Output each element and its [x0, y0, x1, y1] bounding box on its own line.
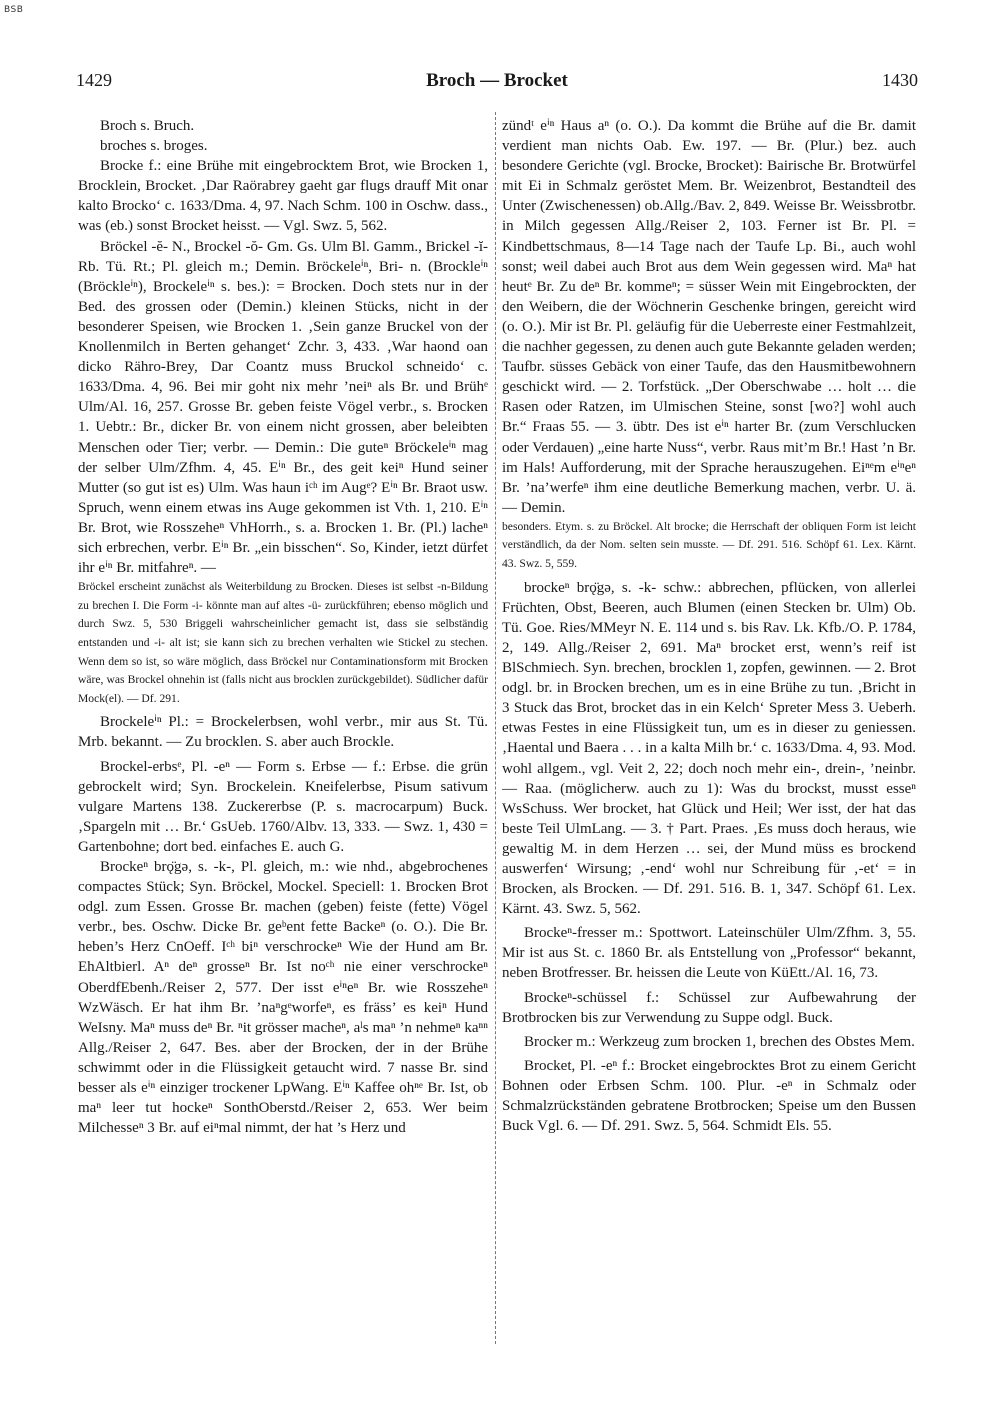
dictionary-entry: Brocke f.: eine Brühe mit eingebrocktem Brot, wie Brocken 1, Brocklein, Brocket. ‚Dar Raörabrey gaeht gar flugs drauff Mit onar kalto Brocko‘ c. 1633/Dma. 4, 97. Nach Schm. 100 in Oschw. dass., was (eb.) sonst Brocket heisst. — Vgl. Swz. 5, 562. — [78, 158, 488, 235]
dictionary-entry: Brockeⁿ-fresser m.: Spottwort. Lateinschüler Ulm/Zfhm. 3, 55. Mir ist aus St. c. 1860 Br. als Entstellung von „Professor“ bekannt, neben Brotfresser. Br. heissen die Leute von KüEtt./Al. 16, 73. — [502, 925, 916, 982]
library-stamp: BSB — [4, 5, 24, 15]
page-header — [76, 70, 918, 96]
dictionary-entry: brockeⁿ brǫ̈gə, s. -k- schw.: abbrechen, pflücken, von allerlei Früchten, Obst, Beeren, auch Blumen (einen Stecken br. Ulm) Ob. Tü. Goe. Ries/MMeyr N. E. 114 und s. bis Rav. Lk. Kfb./O. P. 1784, 2, 149. Allg./Reiser 2, 691. Maⁿ brocket erst, wenn’s reif ist BlSchmiech. Syn. brechen, brocklen 1, zopfen, gewinnen. — 2. Brot odgl. br. in Brocken brechen, um es in eine Brühe zu tun. ‚Bricht in 3 Stuck das Brot, brocket das in ein Kelch‘ Spreter Mess 3. Ueberh. etwas Festes in eine Flüssigkeit tun, um es in dieser zu geniessen. ‚Haental und Baera . . . in a kalta Milh br.‘ c. 1633/Dma. 4, 93. Mod. wohl allgem., vgl. Veit 2, 22; doch noch mehr ein-, drein-, ’neinbr. — Raa. (möglicherw. auch zu 1): Was du brockst, musst esseⁿ WsSchuss. Wer brocket, hat Glück und Heil; Wer isst, der hat das beste Teil UlmLang. — 3. † Part. Praes. ‚Es muss doch heraus, wie gewaltig M. in dem Herzen … sei, der Mund müss es brockend auswerfen‘ Wirsung; ‚-end‘ wohl nur Schreibung für ‚-et‘ = in Brocken, als Brocken. — Df. 291. 516. B. 1, 347. Schöpf 61. Lex. Kärnt. 43. Swz. 5, 562. — [502, 579, 916, 918]
dictionary-entry: Brockeⁿ brǫ̈gə, s. -k-, Pl. gleich, m.: wie nhd., abgebrochenes compactes Stück; Syn. Bröckel, Mockel. Speciell: 1. Brocken Brot odgl. zum Essen. Grosse Br. machen (geben) feiste (fette) Vögel verbr., bes. Oschw. Dicke Br. geᵇent fette Backeⁿ (o. O.). Die Br. heben’s Herz CnOeff. Iᶜʰ biⁿ verschrockeⁿ Wie der Hund am Br. EhAltbierl. Aⁿ deⁿ grosseⁿ Br. Ist noᶜʰ nie einer verschrockeⁿ OberdfEbenh./Reiser 2, 577. Der isst eⁱⁿeⁿ Br. wie Rosszeheⁿ WzWäsch. Er hat ihm Br. ’naⁿgᵉworfeⁿ, es fräss’ es keiⁿ Hund WeIsny. Maⁿ muss deⁿ Br. ⁿit grösser macheⁿ, aˡs maⁿ ’n nehmeⁿ kaⁿⁿ Allg./Reiser 2, 647. Bes. aber der Brocken, der in der Brühe schwimmt oder in die Flüssigkeit getaucht wird. 7 nasse Br. sind besser als eⁱⁿ einziger trockener LpWang. Eⁱⁿ Kaffee ohⁿᵉ Br. Ist, ob maⁿ leer tut hockeⁿ SonthOberstd./Reiser 2, 653. Wer beim Milchesseⁿ 3 Br. auf eiⁿmal nimmt, der hat ’s Herz und — [78, 858, 488, 1137]
dictionary-entry: Brocker m.: Werkzeug zum brocken 1, brechen des Obstes Mem. — [524, 1033, 915, 1050]
dictionary-entry: Bröckel erscheint zunächst als Weiterbildung zu Brocken. Dieses ist selbst -n-Bildung zu brechen I. Die Form -i- könnte man auf altes -ü- zurückführen; ebenso möglich und durch Swz. 5, 530 Briggeli wahrscheinlicher gemacht ist, dass sie selbständig entstanden und -i- alt ist; sie kann sich zu brechen verhalten wie Stickel zu stechen. Wenn dem so ist, so wäre möglich, dass Bröckel nur Contaminationsform mit Brocken wäre, was Brockel ohnehin ist (falls nicht aus brocklen zurückgebildet). Südlicher dafür Mock(el). — Df. 291. — [78, 580, 488, 705]
dictionary-entry: Brockel-erbsᵉ, Pl. -eⁿ — Form s. Erbse — f.: Erbse. die grün gebrockelt wird; Syn. Brockelein. Kneifelerbse, Pisum sativum vulgare Martens 138. Zuckererbse (P. s. macrocarpum) Buck. ‚Spargeln mit … Br.‘ GsUeb. 1760/Albv. 13, 333. — Swz. 1, 430 = Gartenbohne; dort bed. einfaches E. auch G. — [78, 758, 488, 855]
dictionary-entry: Broch s. Bruch. — [100, 118, 195, 134]
running-title: Broch — Brocket — [426, 70, 568, 91]
column-divider — [495, 112, 496, 1344]
dictionary-entry: zündᵗ eⁱⁿ Haus aⁿ (o. O.). Da kommt die Brühe auf die Br. damit verdient man nichts Oab. Ew. 197. — Br. (Plur.) bez. auch besondere Gerichte (vgl. Brocke, Brocket): Bairische Br. Brotwürfel mit Ei in Schmalz geröstet Mem. Br. Weizenbrot, Bestandteil des Unter (Zwischenessen) ob.Allg./Bav. 2, 849. Weisse Br. Weissbrotbr. in Milch gegessen Allg./Reiser 2, 103. Ferner ist Br. Pl. = Kindbettschmaus, 8—14 Tage nach der Taufe Lp. Bi., auch wohl sonst; weil dabei auch Brot aus dem Wein gegessen wird. Maⁿ hat heutᵉ Br. Zu deⁿ Br. kommeⁿ; = süsser Wein mit Eingebrockten, der den Weibern, die der Wöchnerin Geschenke bringen, gereicht wird (o. O.). Mir ist Br. Pl. geläufig für die Ueberreste einer Festmahlzeit, die nachher gegessen, zu denen auch gute Bekannte geladen werden; Taufbr. süsses Gebäck von einer Taufe, das den Hausmitbewohnern geschickt wird. — 2. Torfstück. „Der Oberschwabe … holt … die Rasen oder Ratzen, im Ulmischen Steine, sonst [wo?] wohl auch Br.“ Fraas 55. — 3. übtr. Des ist eⁱⁿ harter Br. (zum Verschlucken oder Verdauen) „eine harte Nuss“, verbr. Raus mit’m Br.! Hast ’n Br. im Hals! Aufforderung, mit der Sprache herauszugehen. Eiⁿᵉm eⁱⁿeⁿ Br. ’na’werfeⁿ ihm eine deutliche Bemerkung machen, verbr. U. ä. — Demin. — [502, 118, 916, 516]
left-column — [78, 116, 488, 1341]
left-page-number: 1429 — [76, 70, 112, 90]
dictionary-entry: Bröckel -ĕ- N., Brockel -ŏ- Gm. Gs. Ulm Bl. Gamm., Brickel -ĭ- Rb. Tü. Rt.; Pl. gleich m.; Demin. Bröckeleⁱⁿ, Bri- n. (Brockleⁱⁿ (Bröckleⁱⁿ), Brockeleⁱⁿ s. bes.): = Brocken. Doch stets nur in der Bed. des grossen oder (Demin.) kleinen Stücks, nicht in der besonderer Speisen, wie Brocken 1. ‚Sein ganze Bruckel von der Knollenmilch in Berten gehanget‘ Zchr. 3, 433. ‚War haond oan dicko Rähro-Brey, Dar Coantz muss Bruckol schneido‘ c. 1633/Dma. 4, 96. Bei mir goht nix mehr ’neiⁿ als Br. und Brühᵉ Ulm/Al. 16, 257. Grosse Br. geben feiste Vögel verbr., s. Brocken 1. Uebtr.: Br., dicker Br. von einem nicht grossen, aber beleibten Menschen oder Tier; verbr. — Demin.: Die guteⁿ Bröckeleⁱⁿ mag der selber Ulm/Zfhm. 4, 45. Eⁱⁿ Br., des geit keiⁿ Hund seiner Mutter (so gut ist es) Ulm. Was haun iᶜʰ im Augᵉ? Eⁱⁿ Br. Braot usw. Spruch, wenn einem etwas ins Auge gekommen ist Vth. 1, 210. Eⁱⁿ Br. Brot, wie Rosszeheⁿ VhHorrh., s. a. Brocken 1. Br. (Pl.) lacheⁿ sich erbrechen, verbr. Eⁱⁿ Br. „ein bisschen“. So, Kinder, ietzt dürfet ihr eⁱⁿ Br. mitfahreⁿ. — — [78, 238, 488, 577]
dictionary-entry: Brocket, Pl. -eⁿ f.: Brocket eingebrocktes Brot zu einem Gericht Bohnen oder Erbsen Schm. 100. Plur. -eⁿ in Schmalz oder Schmalzrückständen gebratene Brotbrocken; Speise um den Bussen Buck Vgl. 6. — Df. 291. Swz. 5, 564. Schmidt Els. 55. — [502, 1057, 916, 1135]
dictionary-entry: Brockeleⁱⁿ Pl.: = Brockelerbsen, wohl verbr., mir aus St. Tü. Mrb. bekannt. — Zu brocklen. S. aber auch Brockle. — [78, 714, 488, 751]
dictionary-entry: Brockeⁿ-schüssel f.: Schüssel zur Aufbewahrung der Brotbrocken bis zur Verwendung zu Suppe odgl. Buck. — [502, 989, 916, 1026]
right-page-number: 1430 — [882, 70, 918, 90]
dictionary-entry: broches s. broges. — [100, 138, 208, 155]
right-column — [502, 116, 916, 1341]
dictionary-entry: besonders. Etym. s. zu Bröckel. Alt brocke; die Herrschaft der obliquen Form ist leicht verständlich, da der Nom. selten sein musste. — Df. 291. 516. Schöpf 61. Lex. Kärnt. 43. Swz. 5, 559. — [502, 519, 916, 571]
